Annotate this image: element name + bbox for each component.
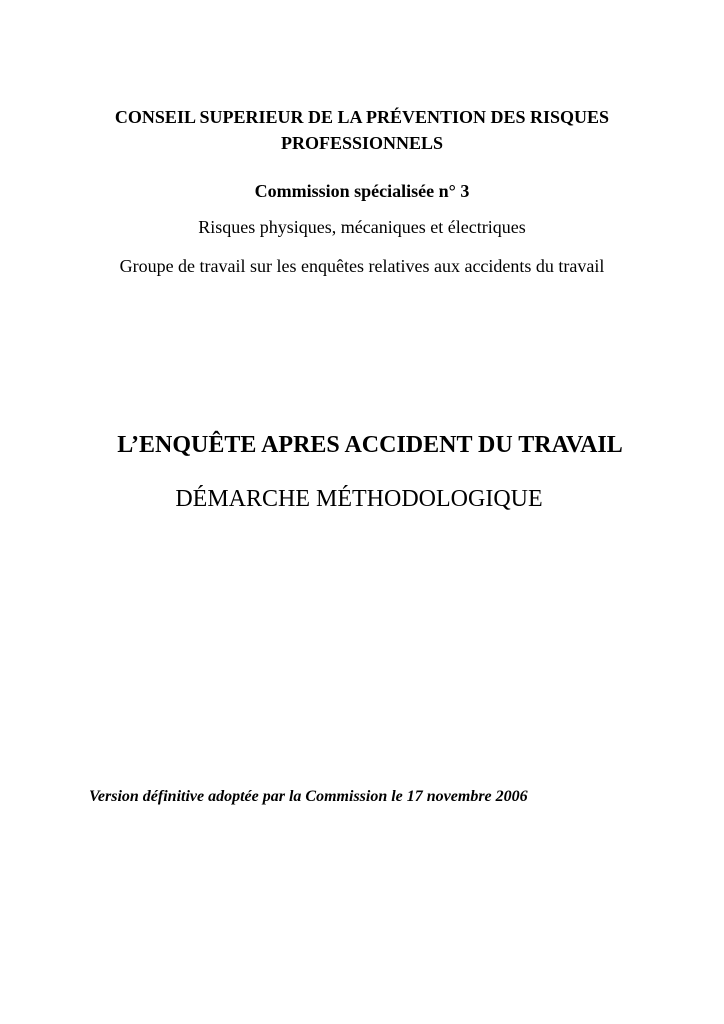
- document-title: L’ENQUÊTE APRES ACCIDENT DU TRAVAIL: [117, 432, 623, 458]
- working-group-subheading: Groupe de travail sur les enquêtes relatives aux accidents du travail: [119, 256, 605, 276]
- commission-heading: Commission spécialisée n° 3: [254, 181, 470, 201]
- risks-subheading: Risques physiques, mécaniques et électriques: [198, 217, 526, 237]
- council-heading: CONSEIL SUPERIEUR DE LA PRÉVENTION DES RISQUES PROFESSIONNELS: [114, 107, 610, 153]
- version-note: Version définitive adoptée par la Commission le 17 novembre 2006: [89, 788, 528, 805]
- document-subtitle: DÉMARCHE MÉTHODOLOGIQUE: [175, 486, 543, 512]
